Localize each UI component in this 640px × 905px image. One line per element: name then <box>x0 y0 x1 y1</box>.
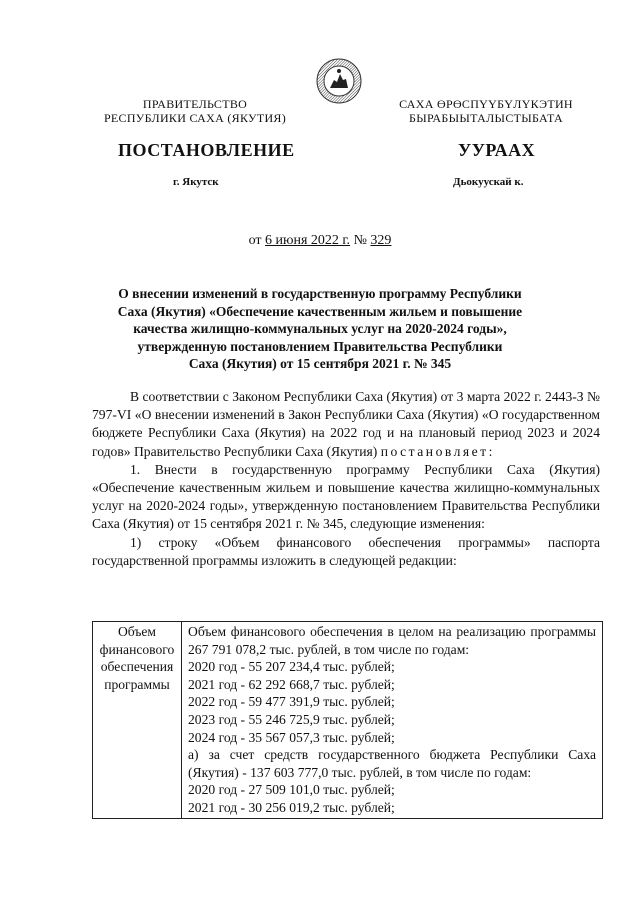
document-number: 329 <box>370 233 392 248</box>
header-left-line: ПРАВИТЕЛЬСТВО <box>142 97 248 111</box>
financing-year-line: 2021 год - 62 292 668,7 тыс. рублей; <box>188 676 395 692</box>
body-paragraph-preamble <box>92 388 600 461</box>
financing-table <box>92 621 603 819</box>
financing-year-line: 2024 год - 35 567 057,3 тыс. рублей; <box>188 729 395 745</box>
document-date-line <box>0 233 640 249</box>
header-right-line: БЫРАБЫЫТАЛЫСТЫБАТА <box>409 111 563 125</box>
title-line: Саха (Якутия) «Обеспечение качественным жильем и повышение <box>117 303 523 319</box>
title-line: качества жилищно-коммунальных услуг на 2020-2024 годы», <box>133 321 507 336</box>
body-paragraph-item1-1: 1) строку «Объем финансового обеспечения программы» паспорта государственной программы изложить в следующей редакции: <box>92 534 600 568</box>
government-name-sakha <box>376 97 596 125</box>
financing-year-line: 2022 год - 59 477 391,9 тыс. рублей; <box>188 694 395 710</box>
doc-type-ru: ПОСТАНОВЛЕНИЕ <box>118 140 295 160</box>
resolution-verb: постановляет: <box>380 443 495 459</box>
table-value-cell <box>182 622 603 819</box>
document-title <box>110 285 530 373</box>
document-body <box>92 388 600 570</box>
doc-type-sakha: УУРААХ <box>458 140 536 160</box>
financing-subsection-a: а) за счет средств государственного бюджета Республики Саха (Якутия) - 137 603 777,0 тыс. рублей, в том числе по годам: <box>188 747 596 780</box>
title-line: О внесении изменений в государственную программу Республики <box>118 286 522 301</box>
number-sign: № <box>353 233 367 248</box>
table-label-cell: Объем финансового обеспечения программы <box>93 622 182 819</box>
body-paragraph-item1: 1. Внести в государственную программу Республики Саха (Якутия) «Обеспечение качественным жильем и повышение качества жилищно-коммунальных услуг на 2020-2024 годы», утвержденную постановлением Правительства Республики Саха (Якутия) от 15 сентября 2021 г. № 345, следующие изменения: <box>92 461 600 532</box>
financing-intro: Объем финансового обеспечения в целом на реализацию программы 267 791 078,2 тыс. рублей, в том числе по годам: <box>188 624 596 657</box>
table-row <box>93 622 603 819</box>
title-line: Саха (Якутия) от 15 сентября 2021 г. № 345 <box>188 356 452 371</box>
city-ru: г. Якутск <box>173 176 219 188</box>
header-left-line: РЕСПУБЛИКИ САХА (ЯКУТИЯ) <box>103 111 287 125</box>
header-right-line: САХА ӨРӨСПҮҮБҮЛҮКЭТИН <box>399 97 573 111</box>
government-name-ru <box>100 97 290 125</box>
financing-year-line: 2021 год - 30 256 019,2 тыс. рублей; <box>188 799 395 815</box>
preamble-text: В соответствии с Законом Республики Саха (Якутия) от 3 марта 2022 г. 2443-З № 797-VI «О внесении изменений в Закон Республики Саха (Якутия) «О государственном бюджете Республики Саха (Якутия) на 2022 год и на плановый период 2023 и 2024 годов» Правительство Республики Саха (Якутия) <box>92 389 600 459</box>
document-date: 6 июня 2022 г. <box>265 233 351 248</box>
financing-year-line: 2020 год - 55 207 234,4 тыс. рублей; <box>188 659 395 675</box>
title-line: утвержденную постановлением Правительства Республики <box>137 338 503 354</box>
financing-year-line: 2020 год - 27 509 101,0 тыс. рублей; <box>188 782 395 798</box>
financing-year-line: 2023 год - 55 246 725,9 тыс. рублей; <box>188 711 395 727</box>
date-prefix: от <box>248 233 262 248</box>
city-sakha: Дьокуускай к. <box>453 176 524 188</box>
coat-of-arms-icon <box>316 58 362 104</box>
